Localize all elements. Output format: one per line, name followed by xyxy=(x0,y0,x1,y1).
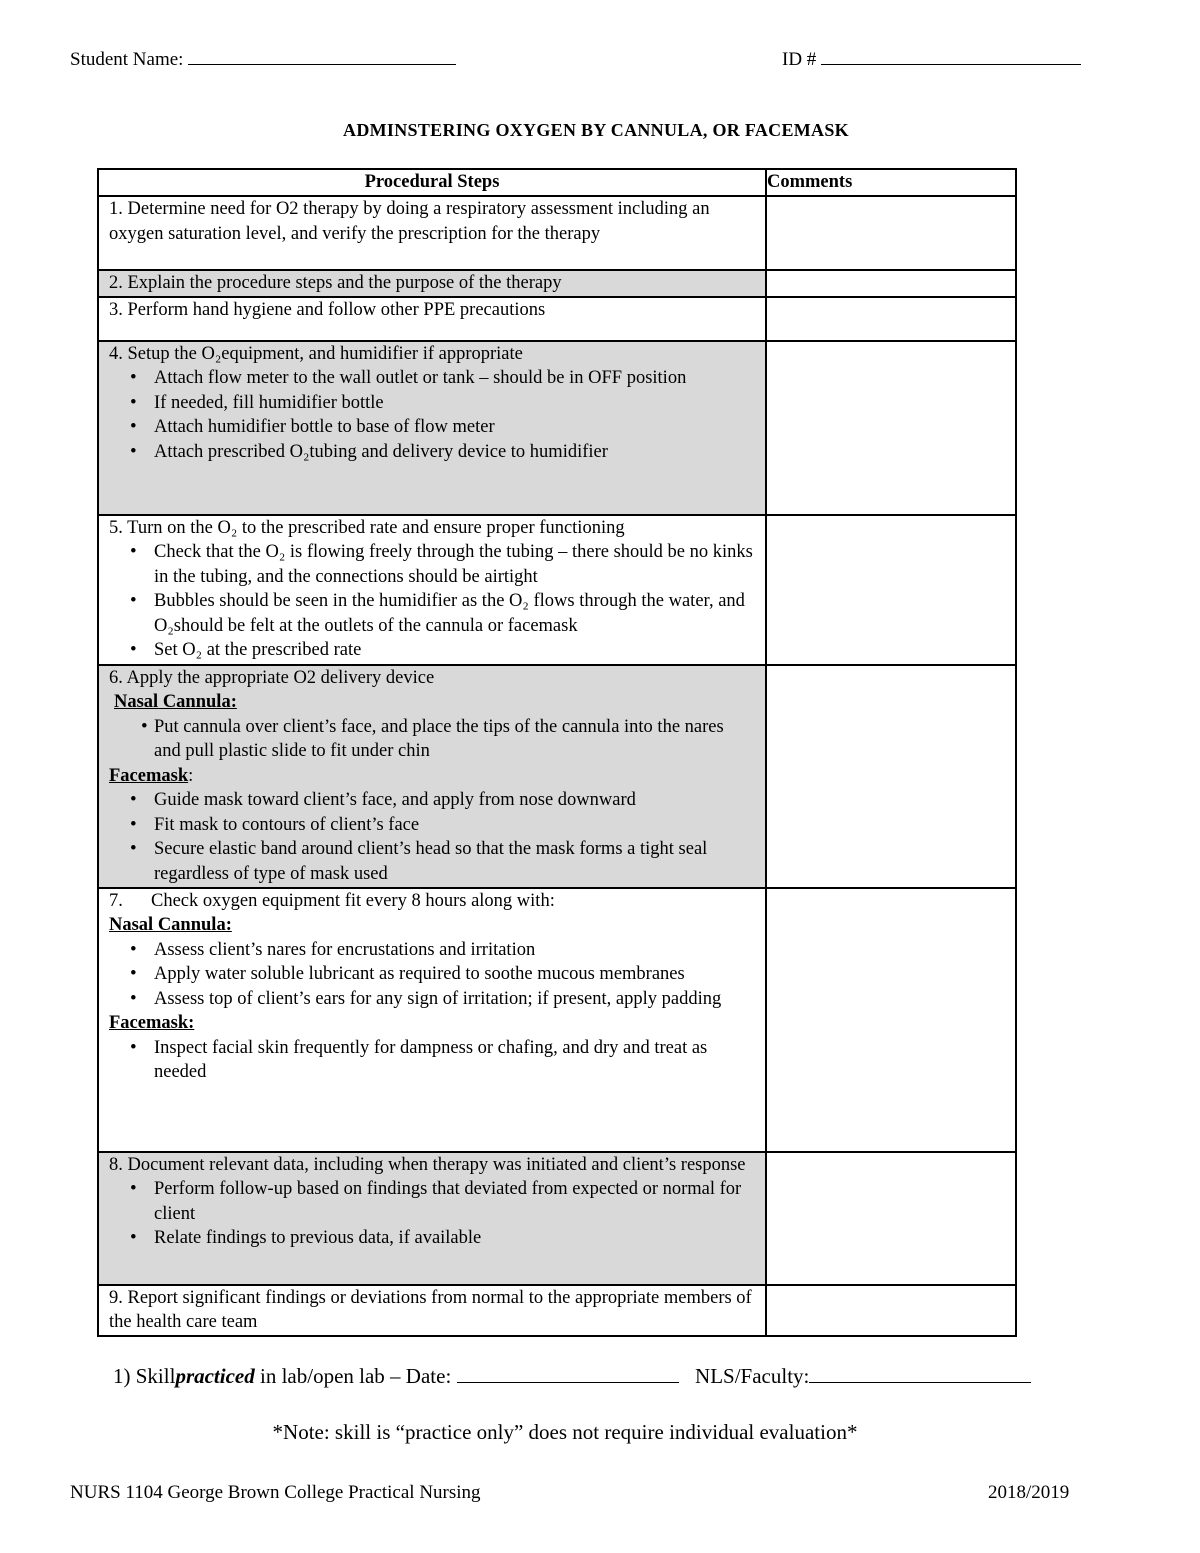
step-4-cell xyxy=(98,341,766,515)
list-item: • Perform follow-up based on findings that deviated from expected or normal for client xyxy=(154,1177,755,1226)
list-item: • Attach prescribed O₂tubing and delivery device to humidifier xyxy=(154,440,755,465)
student-id-field[interactable] xyxy=(782,48,1081,71)
table-row xyxy=(98,196,1016,270)
comment-cell-6[interactable] xyxy=(766,665,1016,888)
step-9-cell xyxy=(98,1285,766,1336)
list-item: • Check that the O₂ is flowing freely through the tubing – there should be no kinks in the tubing, and the connections should be airtight xyxy=(154,540,755,589)
list-item: • Guide mask toward client’s face, and apply from nose downward xyxy=(154,788,755,813)
step-5-cell xyxy=(98,515,766,665)
step-5-lead: 5. Turn on the O₂ to the prescribed rate and ensure proper functioning xyxy=(109,517,625,538)
column-header-procedural-steps: Procedural Steps xyxy=(98,169,766,196)
step-6-nasal-bullets xyxy=(109,715,755,764)
date-blank[interactable] xyxy=(457,1364,679,1383)
table-row xyxy=(98,515,1016,665)
list-item: • Relate findings to previous data, if available xyxy=(154,1226,755,1251)
table-row xyxy=(98,1285,1016,1336)
facemask-colon: : xyxy=(188,765,194,786)
practice-only-note: *Note: skill is “practice only” does not require individual evaluation* xyxy=(272,1420,858,1444)
list-item: • If needed, fill humidifier bottle xyxy=(154,391,755,416)
skill-prefix: 1) Skill xyxy=(113,1364,176,1388)
page-title: ADMINSTERING OXYGEN BY CANNULA, OR FACEMASK xyxy=(343,120,849,140)
list-item: • Inspect facial skin frequently for dampness or chafing, and dry and treat as needed xyxy=(154,1036,755,1085)
list-item: • Secure elastic band around client’s head so that the mask forms a tight seal regardless of type of mask used xyxy=(154,837,755,886)
list-item: • Assess client’s nares for encrustations and irritation xyxy=(154,938,755,963)
step-7-lead: Check oxygen equipment fit every 8 hours along with: xyxy=(151,890,555,911)
comment-cell-4[interactable] xyxy=(766,341,1016,515)
procedure-table xyxy=(97,168,1017,1337)
skill-date-label: in lab/open lab – Date: xyxy=(260,1364,452,1388)
table-row xyxy=(98,270,1016,297)
comment-cell-5[interactable] xyxy=(766,515,1016,665)
faculty-blank[interactable] xyxy=(809,1364,1031,1383)
step-3-cell xyxy=(98,297,766,341)
step-5-bullets xyxy=(109,540,755,663)
list-item: • Put cannula over client’s face, and place the tips of the cannula into the nares and pull plastic slide to fit under chin xyxy=(154,715,755,764)
student-name-field[interactable] xyxy=(70,48,456,71)
faculty-label: NLS/Faculty: xyxy=(695,1364,810,1388)
table-header-row xyxy=(98,169,1016,196)
step-2-cell xyxy=(98,270,766,297)
skill-practiced-line xyxy=(113,1364,1031,1389)
table-row xyxy=(98,665,1016,888)
list-item: • Bubbles should be seen in the humidifier as the O₂ flows through the water, and O₂should be felt at the outlets of the cannula or facemask xyxy=(154,589,755,638)
table-row xyxy=(98,1152,1016,1285)
table-row xyxy=(98,297,1016,341)
step-1-cell xyxy=(98,196,766,270)
step-7-cell xyxy=(98,888,766,1152)
footer-course: NURS 1104 George Brown College Practical Nursing xyxy=(70,1482,481,1503)
step-7-nasal-bullets xyxy=(109,938,755,1012)
step-8-bullets xyxy=(109,1177,755,1251)
list-item: • Assess top of client’s ears for any sign of irritation; if present, apply padding xyxy=(154,987,755,1012)
footer-year: 2018/2019 xyxy=(988,1482,1070,1503)
comment-cell-3[interactable] xyxy=(766,297,1016,341)
comment-cell-7[interactable] xyxy=(766,888,1016,1152)
step-9-text: 9. Report significant findings or deviations from normal to the appropriate members of the health care team xyxy=(109,1287,752,1332)
step-4-lead: 4. Setup the O₂equipment, and humidifier if appropriate xyxy=(109,343,523,364)
table-row xyxy=(98,341,1016,515)
step-7-facemask-bullets xyxy=(109,1036,755,1085)
facemask-heading: Facemask: xyxy=(109,1013,195,1033)
comment-cell-1[interactable] xyxy=(766,196,1016,270)
step-6-lead: 6. Apply the appropriate O2 delivery device xyxy=(109,667,435,688)
step-6-cell xyxy=(98,665,766,888)
step-3-text: 3. Perform hand hygiene and follow other PPE precautions xyxy=(109,299,546,320)
student-id-label: ID # xyxy=(782,49,817,70)
nasal-cannula-heading: Nasal Cannula: xyxy=(109,915,232,935)
comment-cell-2[interactable] xyxy=(766,270,1016,297)
list-item: • Attach humidifier bottle to base of flow meter xyxy=(154,415,755,440)
student-id-blank[interactable] xyxy=(821,48,1081,65)
facemask-heading: Facemask xyxy=(109,765,189,786)
step-7-number: 7. xyxy=(109,890,123,911)
list-item: • Apply water soluble lubricant as required to soothe mucous membranes xyxy=(154,962,755,987)
student-name-blank[interactable] xyxy=(188,48,456,65)
step-8-cell xyxy=(98,1152,766,1285)
step-8-lead: 8. Document relevant data, including when therapy was initiated and client’s response xyxy=(109,1154,746,1175)
student-name-label: Student Name: xyxy=(70,49,184,70)
list-item: • Set O₂ at the prescribed rate xyxy=(154,638,755,663)
table-row xyxy=(98,888,1016,1152)
step-2-text: 2. Explain the procedure steps and the purpose of the therapy xyxy=(109,273,562,293)
step-1-text: 1. Determine need for O2 therapy by doing a respiratory assessment including an oxygen saturation level, and verify the prescription for the therapy xyxy=(109,199,710,244)
step-4-bullets xyxy=(109,366,755,464)
list-item: • Attach flow meter to the wall outlet or tank – should be in OFF position xyxy=(154,366,755,391)
step-6-facemask-bullets xyxy=(109,788,755,886)
nasal-cannula-heading: Nasal Cannula: xyxy=(114,692,237,712)
list-item: • Fit mask to contours of client’s face xyxy=(154,813,755,838)
column-header-comments: Comments xyxy=(766,169,1016,196)
comment-cell-9[interactable] xyxy=(766,1285,1016,1336)
comment-cell-8[interactable] xyxy=(766,1152,1016,1285)
skill-practiced-emphasis: practiced xyxy=(175,1364,255,1388)
